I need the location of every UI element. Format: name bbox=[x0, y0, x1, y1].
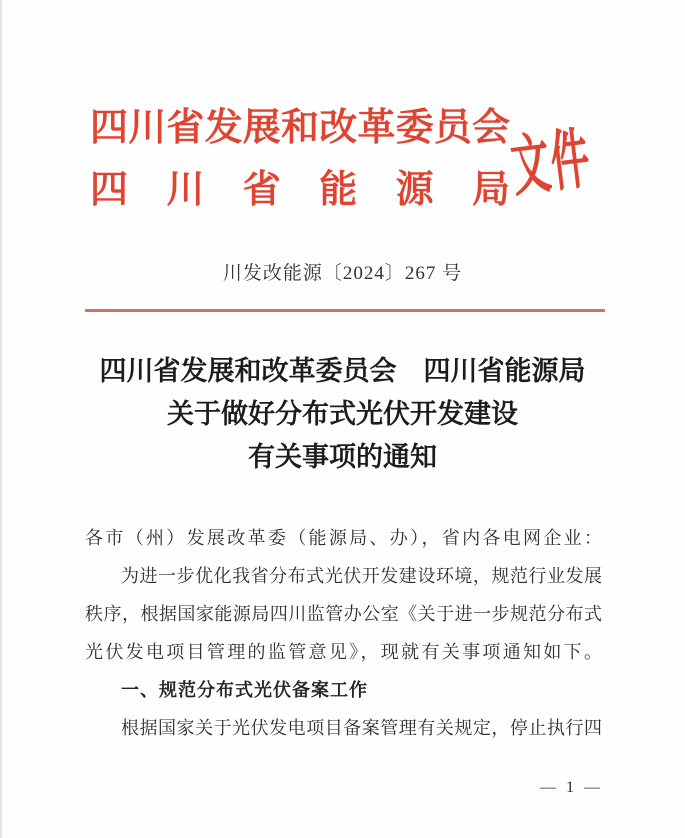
body-line: 根据国家关于光伏发电项目备案管理有关规定，停止执行四 bbox=[121, 718, 602, 738]
salutation-line: 各市（州）发展改革委（能源局、办），省内各电网企业： bbox=[85, 528, 602, 548]
section-heading: 一、规范分布式光伏备案工作 bbox=[121, 680, 368, 700]
title-line-1: 四川省发展和改革委员会 四川省能源局 bbox=[99, 356, 586, 386]
red-divider-rule bbox=[85, 309, 605, 312]
body-line: 光伏发电项目管理的监管意见》，现就有关事项通知如下。 bbox=[85, 642, 602, 662]
document-number: 川发改能源〔2024〕267 号 bbox=[222, 263, 463, 284]
body-line: 秩序，根据国家能源局四川监管办公室《关于进一步规范分布式 bbox=[85, 604, 602, 624]
page-number: — 1 — bbox=[540, 779, 603, 796]
document-title bbox=[0, 350, 685, 479]
letterhead-agency-line1: 四川省发展和改革委员会 bbox=[90, 107, 510, 149]
letterhead-document-word: 文件 bbox=[507, 122, 595, 205]
letterhead-agency-line2: 四川省能源局 bbox=[90, 169, 510, 211]
document-body bbox=[85, 519, 602, 747]
title-line-3: 有关事项的通知 bbox=[248, 442, 437, 472]
title-line-2: 关于做好分布式光伏开发建设 bbox=[167, 399, 518, 429]
body-line: 为进一步优化我省分布式光伏开发建设环境，规范行业发展 bbox=[121, 566, 602, 586]
